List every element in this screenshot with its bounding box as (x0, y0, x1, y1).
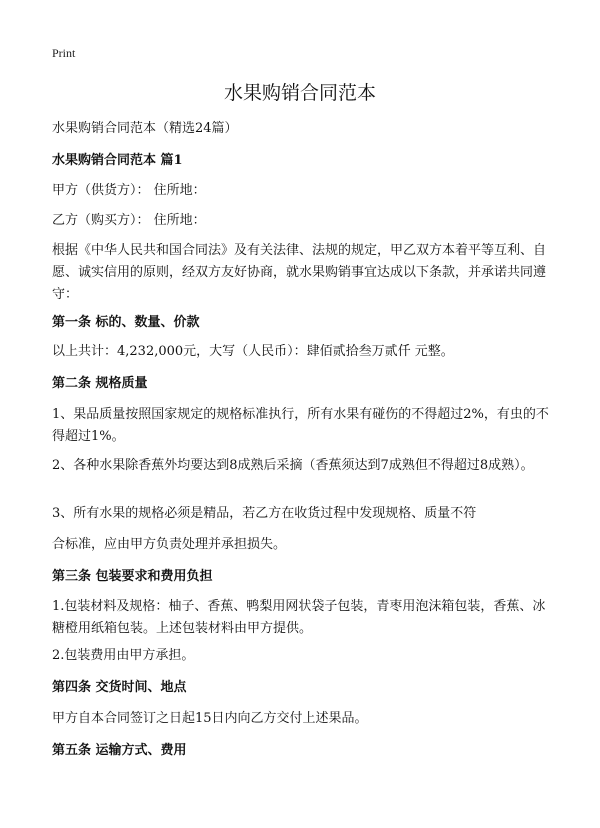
article2-heading: 第二条 规格质量 (52, 376, 148, 391)
party-a-line: 甲方（供货方）： 住所地： (52, 183, 206, 198)
party-b-line: 乙方（购买方）： 住所地： (52, 213, 206, 228)
article5-heading: 第五条 运输方式、费用 (52, 743, 187, 758)
article2-item3: 3、所有水果的规格必须是精品，若乙方在收货过程中发现规格、质量不符 (52, 506, 477, 521)
print-link[interactable]: Print (52, 46, 76, 60)
article4-heading: 第四条 交货时间、地点 (52, 680, 187, 695)
article2-item2: 2、各种水果除香蕉外均要达到8成熟后采摘（香蕉须达到7成熟但不得超过8成熟）。 (52, 458, 534, 473)
document-title: 水果购销合同范本 (223, 82, 376, 104)
article1-heading: 第一条 标的、数量、价款 (52, 315, 200, 330)
preamble-paragraph: 根据《中华人民共和国合同法》及有关法律、法规的规定，甲乙双方本着平等互利、自愿、诚实信用的原则，经双方友好协商，就水果购销事宜达成以下条款，并承诺共同遵守： (52, 243, 547, 302)
article3-item2: 2.包装费用由甲方承担。 (52, 648, 195, 663)
document-subtitle: 水果购销合同范本（精选24篇） (52, 121, 238, 136)
article1-text: 以上共计：4,232,000元，大写（人民币）：肆佰贰拾叁万贰仟 元整。 (52, 344, 454, 359)
article4-text: 甲方自本合同签订之日起15日内向乙方交付上述果品。 (52, 711, 368, 726)
article3-heading: 第三条 包装要求和费用负担 (52, 569, 213, 584)
article2-item1: 1、果品质量按照国家规定的规格标准执行，所有水果有碰伤的不得超过2%，有虫的不得超过1%。 (52, 407, 549, 444)
article2-item3-continued: 合标准，应由甲方负责处理并承担损失。 (52, 537, 287, 552)
article3-item1: 1.包装材料及规格：柚子、香蕉、鸭梨用网状袋子包装，青枣用泡沫箱包装，香蕉、冰糖橙用纸箱包装。上述包装材料由甲方提供。 (52, 599, 546, 636)
section-heading: 水果购销合同范本 篇1 (52, 153, 183, 168)
